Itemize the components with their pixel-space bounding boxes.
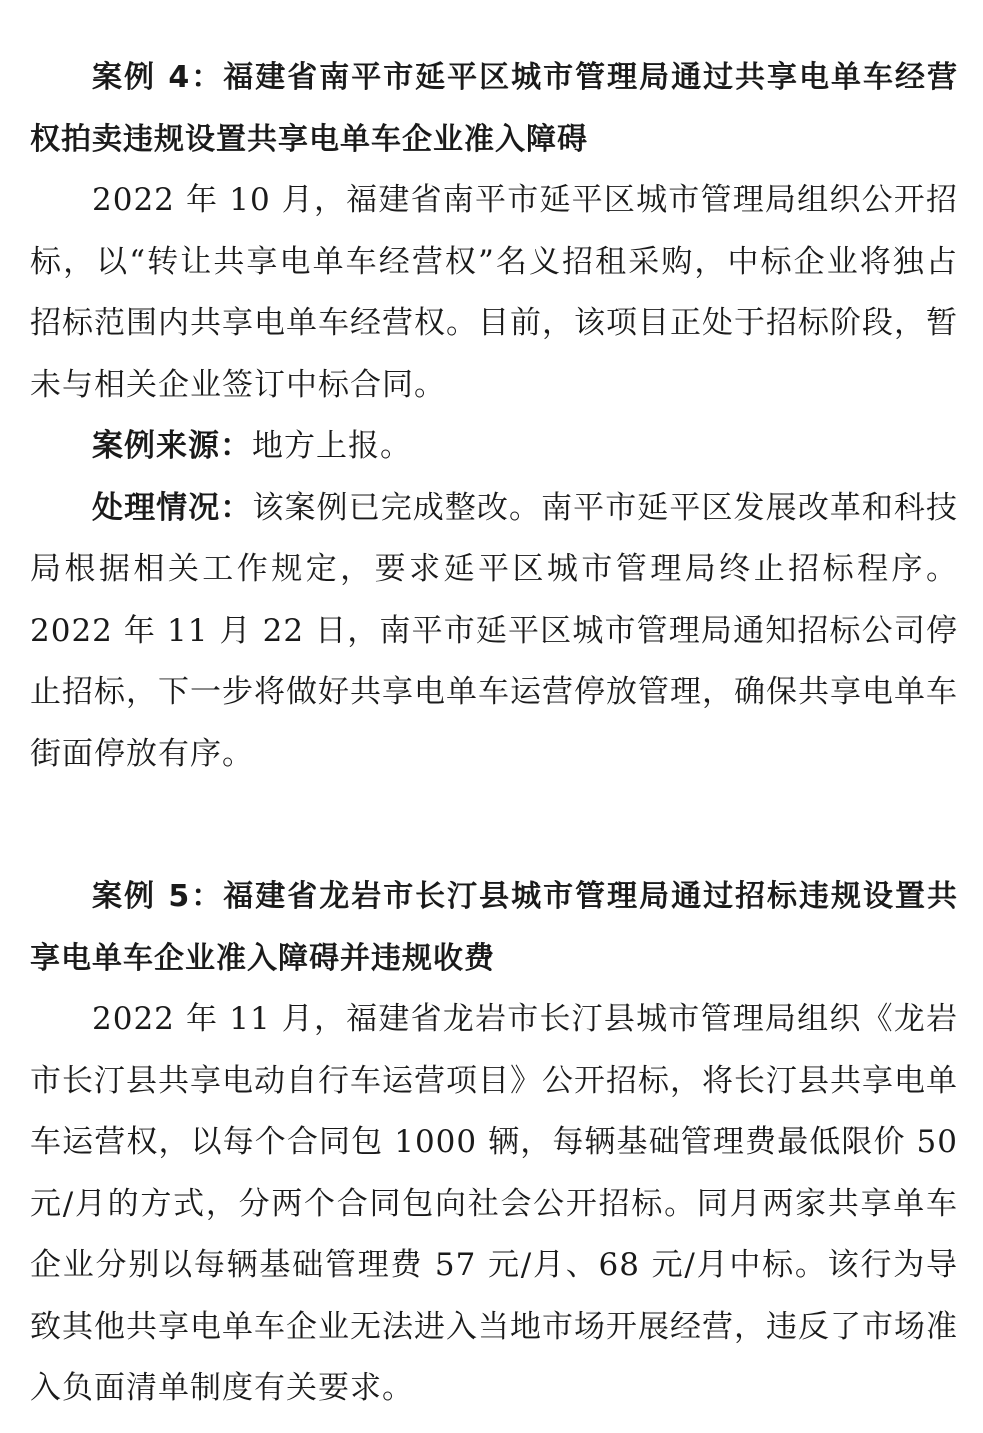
case-5 xyxy=(30,866,958,1420)
case-4-source-text: 地方上报。 xyxy=(252,428,412,464)
case-4-title: 案例 4：福建省南平市延平区城市管理局通过共享电单车经营权拍卖违规设置共享电单车企业准入障碍 xyxy=(30,60,958,157)
case-4-handling-text: 该案例已完成整改。南平市延平区发展改革和科技局根据相关工作规定，要求延平区城市管理局终止招标程序。2022 年 11 月 22 日，南平市延平区城市管理局通知招标公司停止招标，下一步将做好共享电单车运营停放管理，确保共享电单车街面停放有序。 xyxy=(30,489,959,772)
case-4-source-label: 案例来源： xyxy=(92,428,252,464)
case-4-handling-label: 处理情况： xyxy=(92,489,253,526)
case-4-body: 2022 年 10 月，福建省南平市延平区城市管理局组织公开招标，以“转让共享电单车经营权”名义招租采购，中标企业将独占招标范围内共享电单车经营权。目前，该项目正处于招标阶段，暂未与相关企业签订中标合同。 xyxy=(30,182,958,403)
case-5-body: 2022 年 11 月，福建省龙岩市长汀县城市管理局组织《龙岩市长汀县共享电动自行车运营项目》公开招标，将长汀县共享电单车运营权，以每个合同包 1000 辆，每辆基础管理费最低限价 50 元/月的方式，分两个合同包向社会公开招标。同月两家共享单车企业分别以每辆基础管理费 57 元/月、68 元/月中标。该行为导致其他共享电单车企业无法进入当地市场开展经营，违反了市场准入负面清单制度有关要求。 xyxy=(30,1001,958,1406)
case-5-title: 案例 5：福建省龙岩市长汀县城市管理局通过招标违规设置共享电单车企业准入障碍并违规收费 xyxy=(30,879,958,976)
case-4 xyxy=(30,47,958,785)
case-4-source xyxy=(30,416,958,478)
case-4-handling xyxy=(30,478,958,786)
